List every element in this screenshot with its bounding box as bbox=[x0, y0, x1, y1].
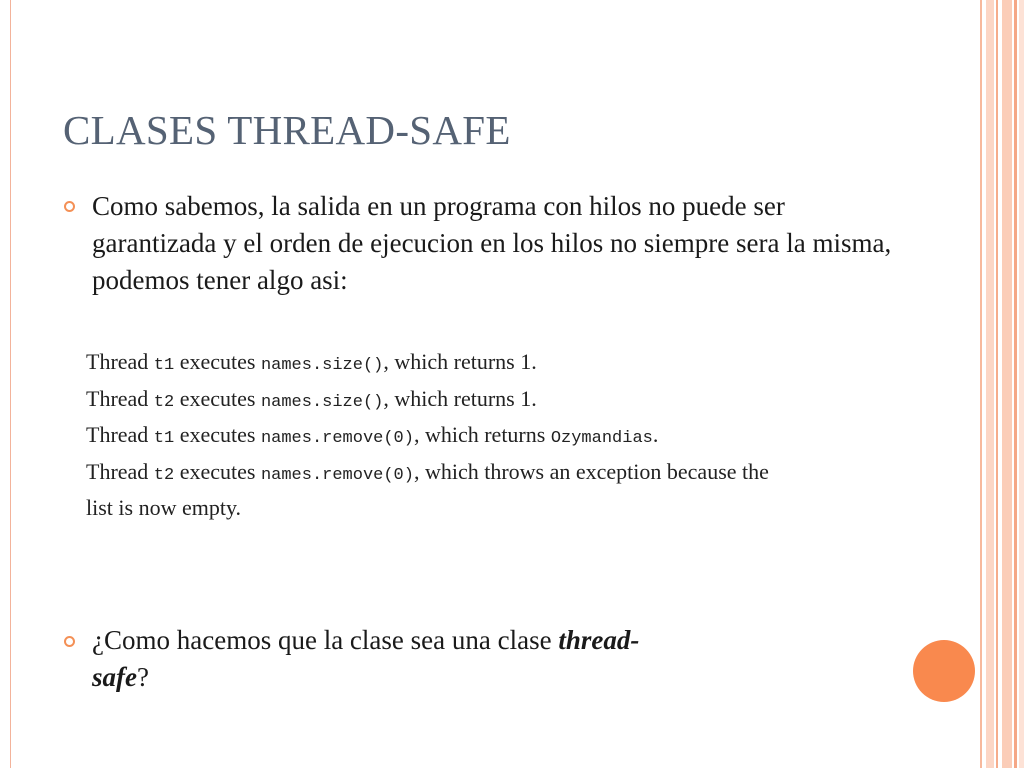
code-text: executes bbox=[174, 385, 261, 411]
bullet-text-plain: ¿Como hacemos que la clase sea una clase bbox=[92, 625, 559, 655]
stripe bbox=[1019, 0, 1024, 768]
code-line: list is now empty. bbox=[86, 495, 242, 520]
bullet-text-emphasis: safe bbox=[92, 662, 137, 692]
orange-circle-decoration bbox=[913, 640, 975, 702]
code-text: Thread bbox=[86, 422, 154, 447]
code-return-value: Ozymandias bbox=[550, 429, 653, 448]
code-example bbox=[86, 346, 916, 525]
code-text: executes bbox=[174, 422, 261, 447]
stripe bbox=[980, 0, 982, 768]
bullet-text-2 bbox=[92, 622, 892, 696]
code-text: Thread bbox=[86, 349, 154, 374]
bullet-circle-icon bbox=[64, 201, 75, 212]
code-thread-id: t2 bbox=[153, 465, 175, 485]
code-method-call: names.size() bbox=[260, 392, 384, 412]
code-line bbox=[86, 456, 916, 493]
bullet-text-1: Como sabemos, la salida en un programa con hilos no puede ser garantizada y el orden de ejecucion en los hilos no siempre sera la misma, podemos tener algo asi: bbox=[92, 191, 892, 295]
code-line bbox=[86, 419, 916, 456]
code-text: , which returns 1. bbox=[383, 385, 537, 411]
stripe bbox=[1002, 0, 1012, 768]
code-method-call: names.size() bbox=[260, 356, 384, 375]
left-border-line bbox=[10, 0, 11, 768]
code-text: , which returns bbox=[413, 422, 551, 447]
code-line bbox=[86, 346, 916, 383]
bullet-text-plain: ? bbox=[136, 662, 149, 692]
code-method-call: names.remove(0) bbox=[260, 429, 414, 448]
code-thread-id: t1 bbox=[153, 356, 175, 375]
code-line bbox=[86, 383, 916, 420]
code-text: executes bbox=[174, 458, 261, 484]
stripe bbox=[996, 0, 998, 768]
code-method-call: names.remove(0) bbox=[260, 465, 414, 485]
bullet-circle-icon bbox=[64, 636, 75, 647]
slide-title: CLASES THREAD-SAFE bbox=[63, 107, 511, 153]
code-text: executes bbox=[174, 349, 261, 374]
code-thread-id: t1 bbox=[153, 429, 175, 448]
right-decorative-stripes bbox=[980, 0, 1024, 768]
stripe bbox=[986, 0, 994, 768]
stripe bbox=[1014, 0, 1017, 768]
code-text: Thread bbox=[86, 458, 154, 484]
code-text: Thread bbox=[86, 385, 154, 411]
code-text: . bbox=[652, 422, 659, 447]
code-thread-id: t2 bbox=[153, 392, 175, 412]
code-text: , which returns 1. bbox=[383, 349, 537, 374]
code-text: , which throws an exception because the bbox=[413, 458, 769, 484]
bullet-text-emphasis: thread- bbox=[558, 625, 640, 655]
